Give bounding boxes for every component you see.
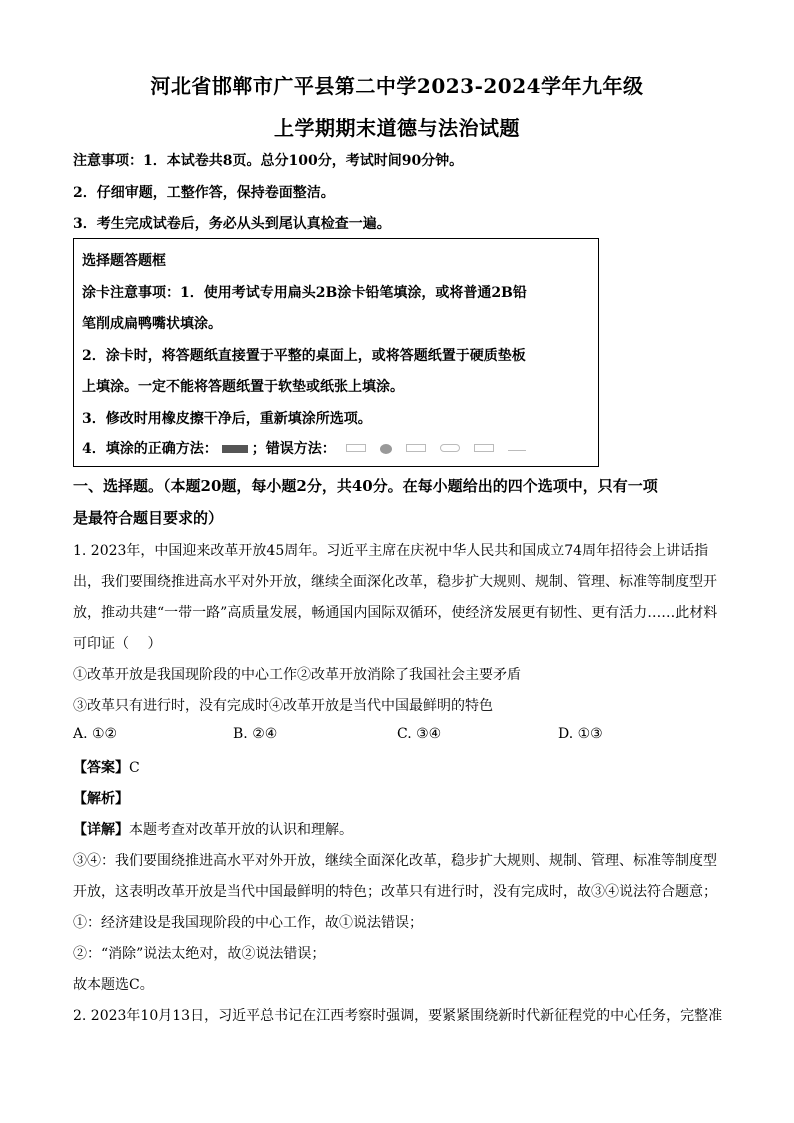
q1-explanation-line4: ②：“消除”说法太绝对，故②说法错误； [73,946,326,962]
answer-tag: 【答案】 [73,760,129,776]
answer-box-line2: 笔削成扁鸭嘴状填涂。 [82,316,222,332]
q1-stem-line3: 放，推动共建“一带一路”高质量发展，畅通国内国际双循环，使经济发展更有韧性、更有活力……此材料 [73,605,718,621]
correct-fill-mark-icon [222,445,248,453]
q1-stem-line1: 1. 2023年，中国迎来改革开放45周年。习近平主席在庆祝中华人民共和国成立74周年招待会上讲话指 [73,543,709,559]
q1-explanation-line1: ③④：我们要围绕推进高水平对外开放，继续全面深化改革，稳步扩大规则、规制、管理、标准等制度型 [73,853,717,869]
detail-tag: 【详解】 [73,822,129,838]
q1-analysis-tag [73,788,129,808]
q1-option-a: A. ①② [73,726,118,742]
q1-detail [73,819,353,839]
section1-line2: 是最符合题目要求的） [73,509,224,527]
q1-statements-line1: ①改革开放是我国现阶段的中心工作②改革开放消除了我国社会主要矛盾 [73,667,521,683]
wrong-mark-cross-icon [406,444,426,452]
notes-line2: 2．仔细审题，工整作答，保持卷面整洁。 [73,185,335,201]
notes-line3: 3．考生完成试卷后，务必从头到尾认真检查一遍。 [73,216,391,232]
wrong-method-label: ；错误方法： [251,441,336,457]
answer-value: C [129,760,140,776]
q2-stem-line1: 2. 2023年10月13日，习近平总书记在江西考察时强调，要紧紧围绕新时代新征程党的中心任务，完整准 [73,1008,723,1024]
q1-stem-line2: 出，我们要围绕推进高水平对外开放，继续全面深化改革，稳步扩大规则、规制、管理、标准等制度型开 [73,574,717,590]
wrong-mark-box-icon [474,444,494,452]
detail-text: 本题考查对改革开放的认识和理解。 [129,822,353,838]
exam-title-line2: 上学期期末道德与法治试题 [274,116,520,140]
answer-box-line1: 涂卡注意事项：1．使用考试专用扁头2B涂卡铅笔填涂，或将普通2B铅 [82,285,527,301]
q1-answer [73,757,140,777]
wrong-mark-line-icon [508,444,526,451]
exam-title-line1: 河北省邯郸市广平县第二中学2023-2024学年九年级 [150,74,644,98]
answer-box-line4: 上填涂。一定不能将答题纸置于软垫或纸张上填涂。 [82,379,404,395]
q1-stem-line4: 可印证（ ） [73,636,162,652]
answer-card-box [73,238,599,467]
answer-box-line3: 2．涂卡时，将答题纸直接置于平整的桌面上，或将答题纸置于硬质垫板 [82,348,526,364]
answer-box-line5: 3．修改时用橡皮擦干净后，重新填涂所选项。 [82,411,372,427]
q1-explanation-line5: 故本题选C。 [73,977,154,993]
wrong-mark-oval-icon [440,444,460,452]
q1-explanation-line2: 开放，这表明改革开放是当代中国最鲜明的特色；改革只有进行时，没有完成时，故③④说法符合题意； [73,884,717,900]
correct-method-label: 4．填涂的正确方法： [82,441,218,457]
analysis-tag: 【解析】 [73,791,129,807]
wrong-mark-dot-icon [380,444,392,454]
section1-line1: 一、选择题。（本题20题，每小题2分，共40分。在每小题给出的四个选项中，只有一项 [73,477,658,495]
wrong-fill-marks [346,444,526,454]
q1-option-c: C. ③④ [397,726,442,742]
q1-explanation-line3: ①：经济建设是我国现阶段的中心工作，故①说法错误； [73,915,423,931]
q1-option-b: B. ②④ [233,726,278,742]
q1-option-d: D. ①③ [558,726,603,742]
q1-statements-line2: ③改革只有进行时，没有完成时④改革开放是当代中国最鲜明的特色 [73,698,493,714]
notes-line1: 注意事项：1．本试卷共8页。总分100分，考试时间90分钟。 [73,153,464,169]
wrong-mark-check-icon [346,444,366,452]
answer-box-line6 [82,438,526,458]
answer-box-title: 选择题答题框 [82,253,166,269]
